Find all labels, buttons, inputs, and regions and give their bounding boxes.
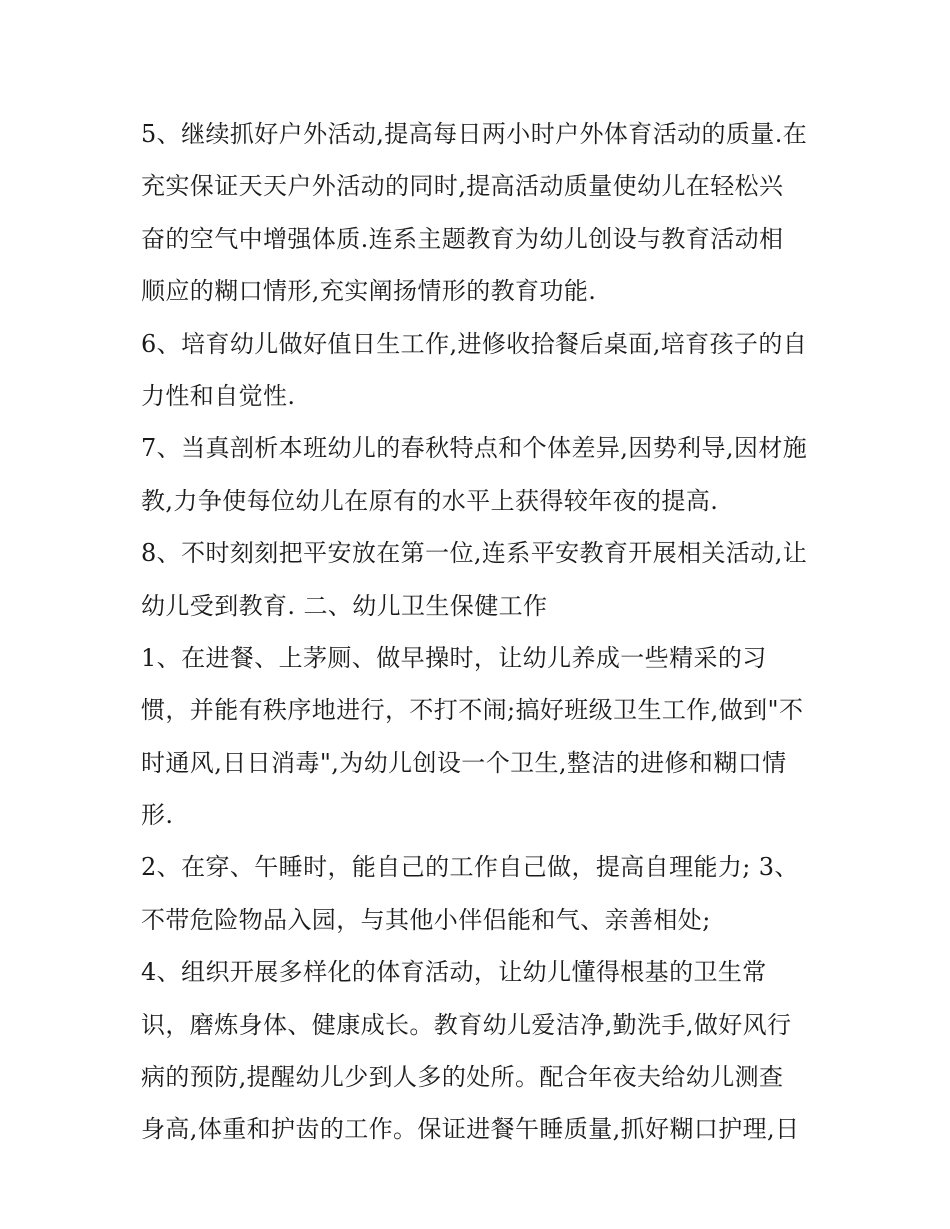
text-line: 身高,体重和护齿的工作。保证进餐午睡质量,抓好糊口护理,日: [141, 1115, 800, 1144]
text-line: 病的预防,提醒幼儿少到人多的处所。配合年夜夫给幼儿测查: [141, 1063, 784, 1092]
text-line: 识，磨炼身体、健康成长。教育幼儿爱洁净,勤洗手,做好风行: [141, 1010, 792, 1039]
text-line: 幼儿受到教育. 二、幼儿卫生保健工作: [141, 591, 548, 620]
text-line: 形.: [141, 801, 174, 830]
text-line: 4、组织开展多样化的体育活动，让幼儿懂得根基的卫生常: [141, 958, 767, 987]
text-line: 1、在进餐、上茅厕、做早操时，让幼儿养成一些精采的习: [141, 643, 767, 672]
text-line: 6、培育幼儿做好值日生工作,进修收拾餐后桌面,培育孩子的自: [141, 329, 808, 358]
text-line: 充实保证天天户外活动的同时,提高活动质量使幼儿在轻松兴: [141, 172, 784, 201]
text-line: 教,力争使每位幼儿在原有的水平上获得较年夜的提高.: [141, 486, 719, 515]
text-line: 力性和自觉性.: [141, 381, 296, 410]
text-line: 2、在穿、午睡时，能自己的工作自己做，提高自理能力; 3、: [141, 853, 799, 882]
text-line: 7、当真剖析本班幼儿的春秋特点和个体差异,因势利导,因材施: [141, 434, 808, 463]
text-line: 8、不时刻刻把平安放在第一位,连系平安教育开展相关活动,让: [141, 539, 808, 568]
text-line: 顺应的糊口情形,充实阐扬情形的教育功能.: [141, 277, 597, 306]
text-line: 奋的空气中增强体质.连系主题教育为幼儿创设与教育活动相: [141, 224, 784, 253]
text-line: 时通风,日日消毒",为幼儿创设一个卫生,整洁的进修和糊口情: [141, 748, 787, 777]
text-line: 5、继续抓好户外活动,提高每日两小时户外体育活动的质量.在: [141, 120, 808, 148]
document-body: [141, 108, 821, 1156]
text-line: 不带危险物品入园，与其他小伴侣能和气、亲善相处;: [141, 905, 711, 934]
text-line: 惯，并能有秩序地进行，不打不闹;搞好班级卫生工作,做到"不: [141, 696, 804, 725]
